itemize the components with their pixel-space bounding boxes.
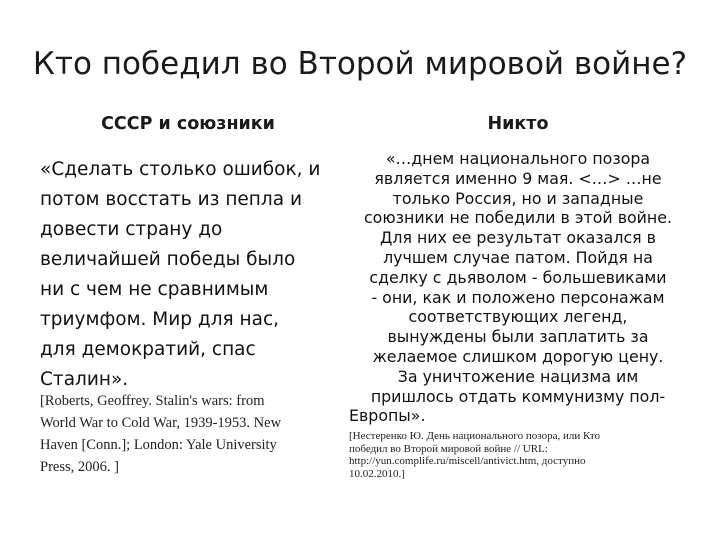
quote-line: величайшей победы было	[40, 249, 296, 270]
quote-line: За уничтожение нацизма им	[397, 366, 639, 386]
quote-line: триумфом. Мир для нас,	[40, 309, 280, 330]
quote-line: только Россия, но и западные	[392, 188, 644, 208]
quote-line: «…днем национального позора	[385, 149, 651, 168]
citation-line: World War to Cold War, 1939-1953. New	[40, 415, 282, 431]
quote-line: пришлось отдать коммунизму пол-	[370, 386, 666, 406]
quote-line: вынуждены были заплатить за	[387, 327, 649, 347]
quote-line: «Сделать столько ошибок, и	[40, 159, 321, 180]
right-source-citation	[349, 430, 669, 480]
quote-line: Для них ее результат оказался в	[380, 228, 656, 248]
left-source-citation	[40, 390, 338, 478]
citation-line: Press, 2006. ]	[40, 459, 119, 475]
citation-line: 10.02.2010.]	[349, 467, 405, 480]
slide-title: Кто победил во Второй мировой войне?	[32, 46, 688, 82]
quote-line: является именно 9 мая. <…> …не	[374, 168, 662, 188]
quote-line: ни с чем не сравнимым	[40, 279, 269, 300]
quote-line: довести страну до	[40, 219, 223, 240]
right-column-heading: Никто	[487, 114, 549, 134]
quote-line: лучшем случае патом. Пойдя на	[383, 247, 653, 267]
quote-line: для демократий, спас	[40, 339, 256, 360]
quote-line: желаемое слишком дорогую цену.	[372, 346, 664, 366]
citation-line: победил во Второй мировой войне // URL:	[349, 442, 548, 455]
quote-line: соответствующих легенд,	[408, 307, 628, 327]
quote-line: союзники не победили в этой войне.	[363, 208, 673, 228]
citation-line: [Roberts, Geoffrey. Stalin's wars: from	[40, 393, 265, 409]
quote-line: Европы».	[349, 406, 426, 426]
quote-line: - они, как и положено персонажам	[371, 287, 665, 307]
citation-line: http://yun.complife.ru/miscell/antivict.htm, доступно	[349, 455, 586, 467]
quote-line: Сталин».	[40, 369, 129, 390]
citation-line: [Нестеренко Ю. День национального позора, или Кто	[349, 430, 601, 442]
quote-line: потом восстать из пепла и	[40, 189, 302, 210]
left-quote	[40, 155, 340, 395]
left-column-heading: СССР и союзники	[101, 114, 275, 134]
right-quote	[349, 149, 687, 426]
quote-line: сделку с дьяволом - большевиками	[369, 267, 667, 287]
citation-line: Haven [Conn.]; London: Yale University	[40, 437, 277, 453]
